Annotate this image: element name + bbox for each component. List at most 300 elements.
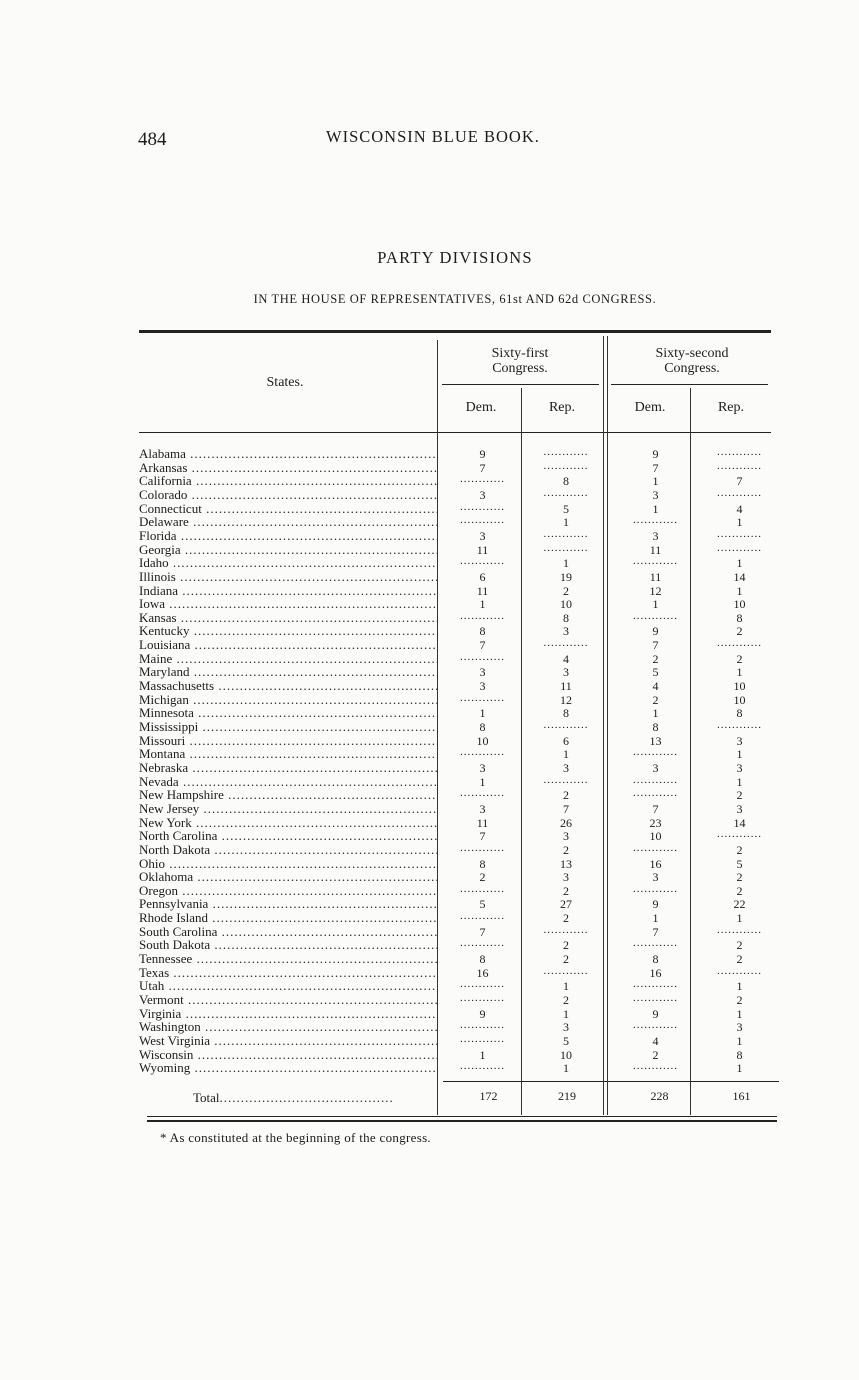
cell-d61: 9 bbox=[479, 1006, 486, 1021]
cell-r61: 2 bbox=[563, 911, 569, 926]
empty-cell-leader: ............ bbox=[633, 883, 678, 895]
table-row bbox=[139, 556, 779, 570]
total-top-rule bbox=[443, 1081, 779, 1082]
cell-d62: 23 bbox=[649, 815, 662, 830]
state-name: Connecticut ..... bbox=[139, 502, 437, 516]
cell-r62: 3 bbox=[736, 801, 743, 816]
cell-d61: 8 bbox=[479, 720, 486, 734]
total-label bbox=[193, 1090, 438, 1106]
cell-d61: 8 bbox=[479, 624, 486, 639]
cell-r62: 4 bbox=[736, 501, 743, 516]
cell-d62: 5 bbox=[652, 665, 659, 680]
state-name: Montana ..... bbox=[139, 747, 437, 761]
table-row bbox=[139, 802, 779, 816]
cell-r61: 1 bbox=[563, 979, 569, 994]
cell-r61: 1 bbox=[563, 556, 569, 571]
cell-r61: 7 bbox=[563, 801, 569, 816]
table-row bbox=[139, 447, 779, 461]
table-row bbox=[139, 911, 779, 925]
empty-cell-leader: ............ bbox=[717, 528, 762, 540]
cell-r62: 3 bbox=[736, 1020, 743, 1035]
cell-d62: 9 bbox=[652, 1006, 659, 1021]
state-name: Iowa ..... bbox=[139, 597, 437, 611]
state-name: Louisiana ..... bbox=[139, 638, 437, 652]
empty-cell-leader: ............ bbox=[717, 829, 762, 841]
total-label-text: Total bbox=[193, 1090, 220, 1105]
cell-d62: 1 bbox=[652, 706, 659, 721]
table-row bbox=[139, 993, 779, 1007]
empty-cell-leader: ............ bbox=[633, 788, 678, 800]
cell-r61: 10 bbox=[560, 597, 572, 612]
state-name: Oklahoma ..... bbox=[139, 870, 437, 884]
table-row bbox=[139, 706, 779, 720]
congress-61-header: Sixty-first Congress. bbox=[491, 346, 549, 376]
cell-d62: 1 bbox=[652, 501, 659, 516]
empty-cell-leader: ............ bbox=[633, 774, 678, 786]
table-row bbox=[139, 665, 779, 679]
cell-d61: 11 bbox=[476, 815, 489, 830]
cell-r62: 2 bbox=[736, 993, 743, 1007]
table-row bbox=[139, 829, 779, 843]
page-subtitle: IN THE HOUSE OF REPRESENTATIVES, 61st AND 62d CONGRESS. bbox=[253, 292, 657, 306]
cell-d62: 1 bbox=[652, 597, 659, 612]
table-row bbox=[139, 897, 779, 911]
cell-d62: 2 bbox=[652, 651, 659, 666]
cell-d62: 3 bbox=[652, 528, 659, 543]
table-row bbox=[139, 761, 779, 775]
state-name: Utah ..... bbox=[139, 979, 437, 993]
cell-r61: 6 bbox=[563, 733, 569, 748]
cell-d61: 1 bbox=[479, 706, 486, 721]
cell-r62: 8 bbox=[736, 706, 743, 721]
empty-cell-leader: ............ bbox=[633, 979, 678, 991]
cell-d62: 3 bbox=[652, 870, 659, 885]
cell-r62: 2 bbox=[736, 952, 743, 967]
cell-r61: 1 bbox=[563, 515, 569, 530]
cell-r61: 2 bbox=[563, 583, 569, 598]
table-bottom-rule-1 bbox=[147, 1116, 777, 1117]
table-row bbox=[139, 570, 779, 584]
cell-d61: 10 bbox=[476, 733, 489, 748]
table-top-rule bbox=[139, 330, 771, 333]
table-row bbox=[139, 652, 779, 666]
empty-cell-leader: ............ bbox=[717, 924, 762, 936]
table-bottom-rule-2 bbox=[147, 1120, 777, 1122]
cell-d61: 11 bbox=[476, 583, 489, 598]
table-row bbox=[139, 584, 779, 598]
table-row bbox=[139, 693, 779, 707]
cell-d62: 8 bbox=[652, 720, 659, 734]
empty-cell-leader: ............ bbox=[717, 447, 762, 458]
total-dem-61: 172 bbox=[479, 1089, 498, 1103]
cell-d61: 11 bbox=[476, 542, 489, 557]
empty-cell-leader: ............ bbox=[717, 460, 762, 472]
cell-r61: 3 bbox=[563, 829, 569, 844]
total-rep-61: 219 bbox=[558, 1089, 576, 1103]
cell-d62: 4 bbox=[652, 679, 659, 694]
cell-r62: 8 bbox=[736, 610, 743, 625]
cell-r62: 1 bbox=[736, 774, 743, 789]
cell-d61: 3 bbox=[479, 801, 486, 816]
table-row bbox=[139, 1007, 779, 1021]
cell-d61: 9 bbox=[479, 447, 486, 461]
table-row bbox=[139, 775, 779, 789]
cell-r62: 1 bbox=[736, 911, 743, 926]
cell-r62: 14 bbox=[733, 815, 746, 830]
rep-61-header: Rep. bbox=[548, 400, 576, 415]
cell-r62: 5 bbox=[736, 856, 743, 871]
cell-d61: 16 bbox=[476, 965, 489, 980]
empty-cell-leader: ............ bbox=[633, 842, 678, 854]
cell-r62: 1 bbox=[736, 665, 743, 680]
empty-cell-leader: ............ bbox=[543, 487, 589, 499]
cell-d62: 1 bbox=[652, 911, 659, 926]
table-row bbox=[139, 624, 779, 638]
cell-r62: 8 bbox=[736, 1047, 743, 1062]
table-row bbox=[139, 1048, 779, 1062]
cell-r61: 11 bbox=[560, 679, 572, 694]
empty-cell-leader: ............ bbox=[460, 651, 505, 663]
cell-r61: 12 bbox=[560, 692, 572, 707]
cell-d62: 1 bbox=[652, 474, 659, 489]
cell-d62: 7 bbox=[652, 924, 659, 939]
cell-r61: 3 bbox=[563, 665, 569, 680]
cell-d62: 7 bbox=[652, 801, 659, 816]
cell-d62: 11 bbox=[649, 569, 662, 584]
cell-r62: 3 bbox=[736, 760, 743, 775]
cell-d61: 3 bbox=[479, 665, 486, 680]
empty-cell-leader: ............ bbox=[717, 487, 762, 499]
empty-cell-leader: ............ bbox=[460, 515, 505, 527]
cell-d61: 6 bbox=[479, 569, 486, 584]
empty-cell-leader: ............ bbox=[633, 556, 678, 568]
cell-d61: 1 bbox=[479, 774, 486, 789]
cell-d62: 16 bbox=[649, 965, 662, 980]
table-row bbox=[139, 1034, 779, 1048]
empty-cell-leader: ............ bbox=[460, 911, 505, 923]
state-name: Alabama ..... bbox=[139, 447, 437, 461]
table-row bbox=[139, 461, 779, 475]
dem-61-header: Dem. bbox=[465, 400, 497, 415]
cell-r62: 2 bbox=[736, 870, 743, 885]
empty-cell-leader: ............ bbox=[633, 1061, 678, 1073]
state-name: Rhode Island ..... bbox=[139, 911, 437, 925]
table-row bbox=[139, 788, 779, 802]
cell-r62: 1 bbox=[736, 747, 743, 762]
states-column-header: States. bbox=[266, 375, 304, 390]
state-name: Mississippi ..... bbox=[139, 720, 437, 734]
state-name: Washington ..... bbox=[139, 1020, 437, 1034]
cell-r61: 5 bbox=[563, 1033, 569, 1048]
empty-cell-leader: ............ bbox=[460, 692, 505, 704]
state-name: Texas ..... bbox=[139, 966, 437, 980]
empty-cell-leader: ............ bbox=[543, 460, 589, 472]
cell-r61: 3 bbox=[563, 624, 569, 639]
empty-cell-leader: ............ bbox=[543, 638, 589, 650]
table-row bbox=[139, 747, 779, 761]
cell-r61: 3 bbox=[563, 870, 569, 885]
cell-r61: 26 bbox=[560, 815, 572, 830]
empty-cell-leader: ............ bbox=[717, 965, 762, 977]
cell-r62: 2 bbox=[736, 883, 743, 898]
page-title: PARTY DIVISIONS bbox=[377, 248, 533, 267]
table-row bbox=[139, 857, 779, 871]
cell-r62: 22 bbox=[733, 897, 746, 912]
cell-r61: 3 bbox=[563, 760, 569, 775]
state-name: West Virginia ..... bbox=[139, 1034, 437, 1048]
empty-cell-leader: ............ bbox=[633, 747, 678, 759]
table-row bbox=[139, 925, 779, 939]
table-row bbox=[139, 529, 779, 543]
empty-cell-leader: ............ bbox=[460, 993, 505, 1004]
cell-d61: 1 bbox=[479, 1047, 486, 1062]
cell-r61: 5 bbox=[563, 501, 569, 516]
cell-d62: 3 bbox=[652, 760, 659, 775]
table-row bbox=[139, 488, 779, 502]
cell-r61: 13 bbox=[560, 856, 572, 871]
congress-61-subrule bbox=[442, 384, 599, 385]
empty-cell-leader: ............ bbox=[460, 883, 505, 895]
cell-d62: 12 bbox=[649, 583, 662, 598]
table-row bbox=[139, 515, 779, 529]
empty-cell-leader: ............ bbox=[460, 1033, 505, 1045]
state-name: Oregon ..... bbox=[139, 884, 437, 898]
cell-r62: 2 bbox=[736, 788, 743, 803]
cell-r61: 10 bbox=[560, 1047, 572, 1062]
cell-d62: 16 bbox=[649, 856, 662, 871]
table-row bbox=[139, 816, 779, 830]
empty-cell-leader: ............ bbox=[460, 1020, 505, 1032]
state-name: Arkansas ..... bbox=[139, 461, 437, 475]
cell-d62: 10 bbox=[649, 829, 662, 844]
table-row bbox=[139, 1061, 779, 1075]
state-name: California ..... bbox=[139, 474, 437, 488]
cell-r61: 2 bbox=[563, 938, 569, 953]
cell-r61: 8 bbox=[563, 610, 569, 625]
cell-d62: 13 bbox=[649, 733, 662, 748]
table-row bbox=[139, 952, 779, 966]
cell-r61: 4 bbox=[563, 651, 569, 666]
state-name: South Dakota ..... bbox=[139, 938, 437, 952]
footnote: * As constituted at the beginning of the congress. bbox=[160, 1130, 431, 1145]
table-row bbox=[139, 884, 779, 898]
cell-d61: 3 bbox=[479, 679, 486, 694]
empty-cell-leader: ............ bbox=[717, 542, 762, 554]
cell-r62: 1 bbox=[736, 556, 743, 571]
state-name: Pennsylvania ..... bbox=[139, 897, 437, 911]
empty-cell-leader: ............ bbox=[543, 720, 589, 731]
total-dem-62: 228 bbox=[650, 1089, 669, 1103]
cell-r61: 1 bbox=[563, 1006, 569, 1021]
cell-r61: 8 bbox=[563, 706, 569, 721]
state-name: Vermont ..... bbox=[139, 993, 437, 1007]
cell-d61: 3 bbox=[479, 760, 486, 775]
state-name: Virginia ..... bbox=[139, 1007, 437, 1021]
cell-r62: 1 bbox=[736, 1033, 743, 1048]
cell-d61: 3 bbox=[479, 528, 486, 543]
table-row bbox=[139, 597, 779, 611]
state-name: New Jersey ..... bbox=[139, 802, 437, 816]
empty-cell-leader: ............ bbox=[633, 515, 678, 527]
cell-r61: 2 bbox=[563, 952, 569, 967]
cell-d62: 9 bbox=[652, 897, 659, 912]
table-row bbox=[139, 638, 779, 652]
empty-cell-leader: ............ bbox=[717, 638, 762, 650]
cell-r61: 1 bbox=[563, 747, 569, 762]
congress-62-subrule bbox=[611, 384, 768, 385]
cell-r62: 2 bbox=[736, 651, 743, 666]
empty-cell-leader: ............ bbox=[543, 528, 589, 540]
cell-d62: 7 bbox=[652, 460, 659, 475]
state-name: Georgia ..... bbox=[139, 543, 437, 557]
state-name: New Hampshire ..... bbox=[139, 788, 437, 802]
empty-cell-leader: ............ bbox=[633, 993, 678, 1004]
state-name: New York ..... bbox=[139, 816, 437, 830]
cell-d61: 8 bbox=[479, 952, 486, 967]
cell-r61: 1 bbox=[563, 1061, 569, 1076]
cell-d62: 7 bbox=[652, 638, 659, 653]
state-name: Nevada ..... bbox=[139, 775, 437, 789]
cell-r62: 10 bbox=[733, 597, 746, 612]
state-name: Nebraska ..... bbox=[139, 761, 437, 775]
cell-d61: 7 bbox=[479, 829, 486, 844]
cell-d61: 7 bbox=[479, 460, 486, 475]
cell-r61: 2 bbox=[563, 883, 569, 898]
cell-r61: 27 bbox=[560, 897, 572, 912]
empty-cell-leader: ............ bbox=[460, 474, 505, 486]
state-name: Colorado ..... bbox=[139, 488, 437, 502]
table-row bbox=[139, 502, 779, 516]
cell-d62: 9 bbox=[652, 447, 659, 461]
empty-cell-leader: ............ bbox=[543, 924, 589, 936]
cell-d61: 2 bbox=[479, 870, 486, 885]
state-name: Maine ..... bbox=[139, 652, 437, 666]
cell-r61: 2 bbox=[563, 788, 569, 803]
empty-cell-leader: ............ bbox=[460, 938, 505, 950]
state-name: Illinois ..... bbox=[139, 570, 437, 584]
cell-r62: 10 bbox=[733, 692, 746, 707]
table-row bbox=[139, 843, 779, 857]
cell-d62: 11 bbox=[649, 542, 662, 557]
cell-r62: 1 bbox=[736, 979, 743, 994]
empty-cell-leader: ............ bbox=[460, 610, 505, 622]
cell-d61: 7 bbox=[479, 638, 486, 653]
table-row bbox=[139, 611, 779, 625]
state-name: Wyoming ..... bbox=[139, 1061, 437, 1075]
empty-cell-leader: ............ bbox=[460, 979, 505, 991]
state-name: North Dakota ..... bbox=[139, 843, 437, 857]
empty-cell-leader: ............ bbox=[543, 542, 589, 554]
cell-r62: 10 bbox=[733, 679, 746, 694]
cell-d61: 8 bbox=[479, 856, 486, 871]
empty-cell-leader: ............ bbox=[543, 774, 589, 786]
cell-d62: 9 bbox=[652, 624, 659, 639]
table-row bbox=[139, 1020, 779, 1034]
empty-cell-leader: ............ bbox=[460, 1061, 505, 1073]
empty-cell-leader: ............ bbox=[460, 556, 505, 568]
cell-r62: 3 bbox=[736, 733, 743, 748]
empty-cell-leader: ............ bbox=[543, 965, 589, 977]
empty-cell-leader: ............ bbox=[460, 747, 505, 759]
table-row bbox=[139, 734, 779, 748]
state-name: Tennessee ..... bbox=[139, 952, 437, 966]
table-row bbox=[139, 543, 779, 557]
empty-cell-leader: ............ bbox=[460, 501, 505, 513]
state-name: North Carolina ..... bbox=[139, 829, 437, 843]
cell-d62: 4 bbox=[652, 1033, 659, 1048]
cell-d62: 8 bbox=[652, 952, 659, 967]
cell-r62: 1 bbox=[736, 515, 743, 530]
empty-cell-leader: ............ bbox=[633, 610, 678, 622]
cell-r61: 3 bbox=[563, 1020, 569, 1035]
cell-r62: 1 bbox=[736, 1061, 743, 1076]
cell-r62: 7 bbox=[736, 474, 743, 489]
page-number: 484 bbox=[138, 129, 167, 150]
empty-cell-leader: ............ bbox=[543, 447, 589, 458]
cell-d61: 1 bbox=[479, 597, 486, 612]
state-name: Delaware ..... bbox=[139, 515, 437, 529]
total-rep-62: 161 bbox=[732, 1089, 751, 1103]
table-row bbox=[139, 474, 779, 488]
state-name: Kentucky ..... bbox=[139, 624, 437, 638]
congress-62-header: Sixty-second Congress. bbox=[655, 346, 729, 376]
empty-cell-leader: ............ bbox=[633, 1020, 678, 1032]
table-row bbox=[139, 870, 779, 884]
state-name: Massachusetts ..... bbox=[139, 679, 437, 693]
table-row bbox=[139, 679, 779, 693]
state-name: Idaho ..... bbox=[139, 556, 437, 570]
state-name: Florida ..... bbox=[139, 529, 437, 543]
table-row bbox=[139, 966, 779, 980]
dem-62-header: Dem. bbox=[634, 400, 666, 415]
cell-r62: 1 bbox=[736, 583, 743, 598]
table-header-rule bbox=[139, 432, 771, 433]
total-leader-dots: ......................................... bbox=[219, 1090, 394, 1105]
empty-cell-leader: ............ bbox=[460, 842, 505, 854]
cell-d62: 2 bbox=[652, 1047, 659, 1062]
cell-r61: 8 bbox=[563, 474, 569, 489]
state-name: Indiana ..... bbox=[139, 584, 437, 598]
cell-r61: 2 bbox=[563, 993, 569, 1007]
empty-cell-leader: ............ bbox=[717, 720, 762, 731]
state-name: Ohio ..... bbox=[139, 857, 437, 871]
state-name: Missouri ..... bbox=[139, 734, 437, 748]
table-row bbox=[139, 938, 779, 952]
running-head: WISCONSIN BLUE BOOK. bbox=[326, 127, 540, 146]
table-row bbox=[139, 720, 779, 734]
cell-d61: 5 bbox=[479, 897, 486, 912]
cell-d62: 3 bbox=[652, 487, 659, 502]
state-name: South Carolina ..... bbox=[139, 925, 437, 939]
state-name: Wisconsin ..... bbox=[139, 1048, 437, 1062]
cell-r61: 19 bbox=[560, 569, 572, 584]
empty-cell-leader: ............ bbox=[633, 938, 678, 950]
table-row bbox=[139, 979, 779, 993]
state-name: Michigan ..... bbox=[139, 693, 437, 707]
cell-r62: 2 bbox=[736, 938, 743, 953]
cell-d61: 3 bbox=[479, 487, 486, 502]
empty-cell-leader: ............ bbox=[460, 788, 505, 800]
state-name: Maryland ..... bbox=[139, 665, 437, 679]
cell-r62: 2 bbox=[736, 842, 743, 857]
cell-r62: 1 bbox=[736, 1006, 743, 1021]
rep-62-header: Rep. bbox=[717, 400, 745, 415]
cell-d62: 2 bbox=[652, 692, 659, 707]
cell-d61: 7 bbox=[479, 924, 486, 939]
state-name: Minnesota ..... bbox=[139, 706, 437, 720]
cell-r62: 14 bbox=[733, 569, 746, 584]
state-name: Kansas ..... bbox=[139, 611, 437, 625]
